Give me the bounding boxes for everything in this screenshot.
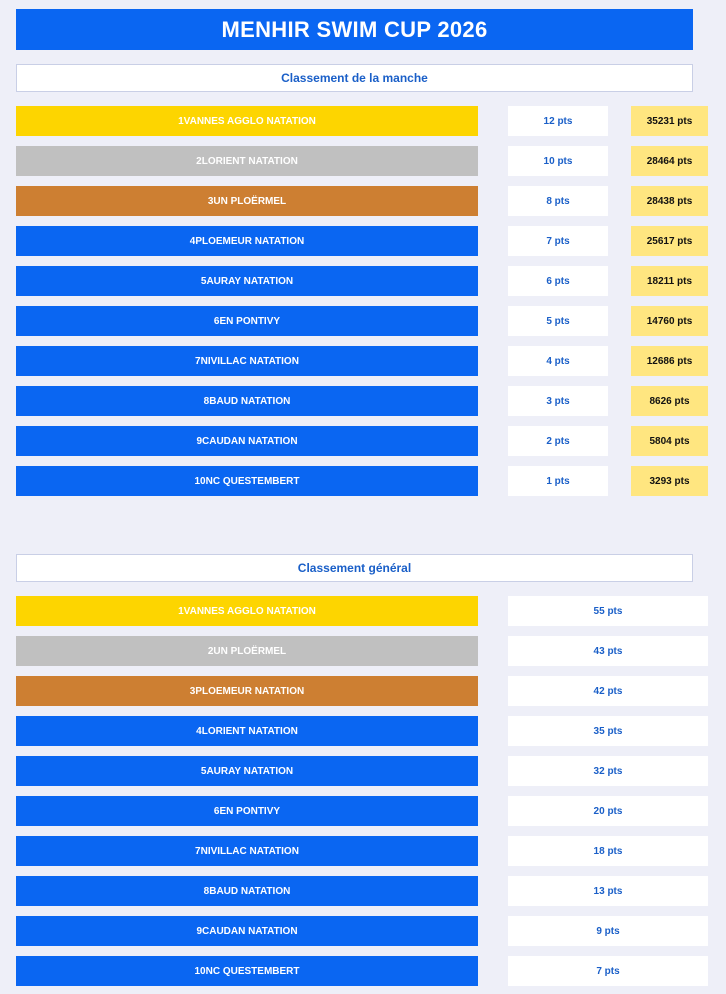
team-bar bbox=[16, 426, 478, 456]
rank-number: 6 bbox=[213, 805, 220, 817]
score-cell: 8626 pts bbox=[631, 386, 708, 416]
rank-number: 5 bbox=[200, 275, 207, 287]
team-bar bbox=[16, 916, 478, 946]
team-name: EN PONTIVY bbox=[219, 805, 281, 817]
points-cell: 20 pts bbox=[508, 796, 708, 826]
points-cell: 7 pts bbox=[508, 956, 708, 986]
team-bar bbox=[16, 466, 478, 496]
team-bar bbox=[16, 146, 478, 176]
standings-row bbox=[0, 386, 726, 416]
points-cell: 55 pts bbox=[508, 596, 708, 626]
team-bar bbox=[16, 596, 478, 626]
team-bar bbox=[16, 716, 478, 746]
team-bar bbox=[16, 676, 478, 706]
points-cell: 8 pts bbox=[508, 186, 608, 216]
page-title: MENHIR SWIM CUP 2026 bbox=[16, 9, 693, 50]
team-bar bbox=[16, 796, 478, 826]
rank-number: 2 bbox=[207, 645, 214, 657]
team-name: CAUDAN NATATION bbox=[202, 435, 298, 447]
rank-number: 3 bbox=[207, 195, 214, 207]
team-name: AURAY NATATION bbox=[206, 765, 294, 777]
team-bar bbox=[16, 636, 478, 666]
points-cell: 6 pts bbox=[508, 266, 608, 296]
score-cell: 25617 pts bbox=[631, 226, 708, 256]
points-cell: 5 pts bbox=[508, 306, 608, 336]
standings-row bbox=[0, 266, 726, 296]
team-bar bbox=[16, 956, 478, 986]
team-bar bbox=[16, 386, 478, 416]
rank-number: 7 bbox=[195, 845, 201, 857]
points-cell: 7 pts bbox=[508, 226, 608, 256]
points-cell: 3 pts bbox=[508, 386, 608, 416]
points-cell: 18 pts bbox=[508, 836, 708, 866]
section-heading-general: Classement général bbox=[16, 554, 693, 582]
points-cell: 35 pts bbox=[508, 716, 708, 746]
standings-row bbox=[0, 146, 726, 176]
points-cell: 10 pts bbox=[508, 146, 608, 176]
team-name: EN PONTIVY bbox=[219, 315, 281, 327]
score-cell: 14760 pts bbox=[631, 306, 708, 336]
rank-number: 10 bbox=[194, 965, 206, 977]
rank-number: 9 bbox=[196, 925, 202, 937]
team-name: CAUDAN NATATION bbox=[202, 925, 298, 937]
team-name: UN PLOËRMEL bbox=[213, 195, 287, 207]
team-name: PLOEMEUR NATATION bbox=[195, 685, 305, 697]
score-cell: 3293 pts bbox=[631, 466, 708, 496]
team-bar bbox=[16, 876, 478, 906]
points-cell: 13 pts bbox=[508, 876, 708, 906]
rank-number: 1 bbox=[178, 115, 184, 127]
points-cell: 43 pts bbox=[508, 636, 708, 666]
team-bar bbox=[16, 186, 478, 216]
rank-number: 7 bbox=[195, 355, 201, 367]
standings-row bbox=[0, 876, 726, 906]
points-cell: 32 pts bbox=[508, 756, 708, 786]
rank-number: 8 bbox=[203, 885, 210, 897]
score-cell: 12686 pts bbox=[631, 346, 708, 376]
team-bar bbox=[16, 266, 478, 296]
score-cell: 18211 pts bbox=[631, 266, 708, 296]
score-cell: 5804 pts bbox=[631, 426, 708, 456]
points-cell: 4 pts bbox=[508, 346, 608, 376]
team-bar bbox=[16, 106, 478, 136]
standings-row bbox=[0, 466, 726, 496]
team-name: NIVILLAC NATATION bbox=[200, 845, 299, 857]
points-cell: 42 pts bbox=[508, 676, 708, 706]
standings-row bbox=[0, 426, 726, 456]
standings-row bbox=[0, 596, 726, 626]
standings-row bbox=[0, 226, 726, 256]
team-bar bbox=[16, 756, 478, 786]
rank-number: 1 bbox=[178, 605, 184, 617]
standings-row bbox=[0, 796, 726, 826]
standings-row bbox=[0, 636, 726, 666]
rank-number: 5 bbox=[200, 765, 207, 777]
team-name: AURAY NATATION bbox=[206, 275, 294, 287]
team-bar bbox=[16, 836, 478, 866]
points-cell: 1 pts bbox=[508, 466, 608, 496]
team-name: NC QUESTEMBERT bbox=[205, 965, 300, 977]
standings-row bbox=[0, 346, 726, 376]
team-name: NIVILLAC NATATION bbox=[200, 355, 299, 367]
team-name: LORIENT NATATION bbox=[201, 155, 298, 167]
standings-row bbox=[0, 716, 726, 746]
score-cell: 28464 pts bbox=[631, 146, 708, 176]
team-name: NC QUESTEMBERT bbox=[205, 475, 300, 487]
rank-number: 10 bbox=[194, 475, 206, 487]
standings-row bbox=[0, 836, 726, 866]
team-name: VANNES AGGLO NATATION bbox=[183, 115, 316, 127]
points-cell: 9 pts bbox=[508, 916, 708, 946]
team-bar bbox=[16, 226, 478, 256]
rank-number: 8 bbox=[203, 395, 210, 407]
rank-number: 4 bbox=[189, 235, 196, 247]
standings-row bbox=[0, 676, 726, 706]
standings-row bbox=[0, 106, 726, 136]
standings-row bbox=[0, 186, 726, 216]
team-name: VANNES AGGLO NATATION bbox=[183, 605, 316, 617]
rank-number: 6 bbox=[213, 315, 220, 327]
rank-number: 3 bbox=[189, 685, 196, 697]
rank-number: 2 bbox=[196, 155, 202, 167]
standings-row bbox=[0, 956, 726, 986]
standings-row bbox=[0, 756, 726, 786]
team-name: UN PLOËRMEL bbox=[213, 645, 287, 657]
points-cell: 12 pts bbox=[508, 106, 608, 136]
team-name: BAUD NATATION bbox=[209, 395, 291, 407]
rank-number: 4 bbox=[196, 725, 202, 737]
team-name: LORIENT NATATION bbox=[201, 725, 298, 737]
team-name: PLOEMEUR NATATION bbox=[195, 235, 305, 247]
team-name: BAUD NATATION bbox=[209, 885, 291, 897]
score-cell: 35231 pts bbox=[631, 106, 708, 136]
rank-number: 9 bbox=[196, 435, 202, 447]
team-bar bbox=[16, 346, 478, 376]
standings-row bbox=[0, 306, 726, 336]
points-cell: 2 pts bbox=[508, 426, 608, 456]
team-bar bbox=[16, 306, 478, 336]
section-heading-manche: Classement de la manche bbox=[16, 64, 693, 92]
score-cell: 28438 pts bbox=[631, 186, 708, 216]
standings-row bbox=[0, 916, 726, 946]
